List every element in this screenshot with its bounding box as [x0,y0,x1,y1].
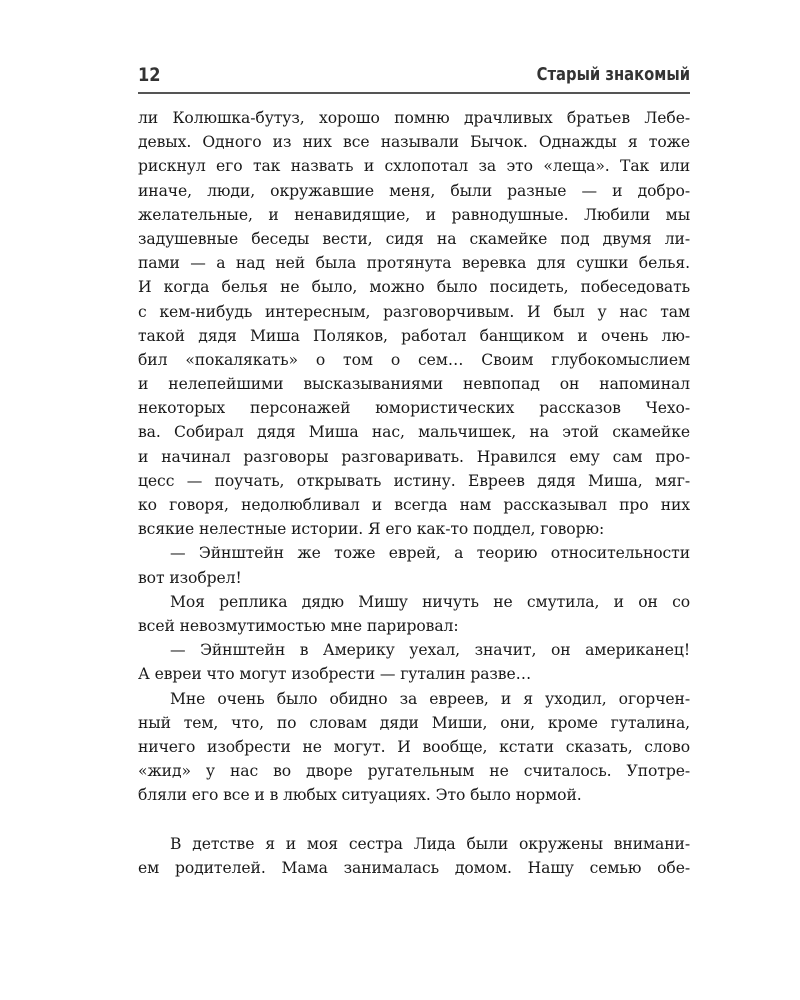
text-line: «жид» у нас во дворе ругательным не считалось. Употре- [138,762,690,781]
text-line: девых. Одного из них все называли Бычок. Однажды я тоже [138,133,690,152]
text-line: пами — а над ней была протянута веревка для сушки белья. [138,254,690,273]
text-line: ничего изобрести не могут. И вообще, кстати сказать, слово [138,737,690,756]
page-header [138,60,690,90]
text-line: ный тем, что, по словам дяди Миши, они, кроме гуталина, [138,713,690,732]
header-rule [138,92,690,94]
text-line: с кем-нибудь интересным, разговорчивым. И был у нас там [138,302,690,321]
text-line: и начинал разговоры разговаривать. Нравился ему сам про- [138,447,690,466]
text-line: иначе, люди, окружавшие меня, были разные — и добро- [138,181,690,200]
body-text [138,106,690,880]
text-line: ли Колюшка-бутуз, хорошо помню драчливых братьев Лебе- [138,109,690,127]
text-line: такой дядя Миша Поляков, работал банщиком и очень лю- [138,326,690,345]
text-line: всей невозмутимостью мне парировал: [138,616,459,635]
text-line: А евреи что могут изобрести — гуталин разве… [138,665,532,684]
dialogue-line: — Эйнштейн же тоже еврей, а теорию относительности [170,544,690,563]
text-line: некоторых персонажей юмористических рассказов Чехо- [138,399,690,418]
dialogue-line: — Эйнштейн в Америку уехал, значит, он американец! [170,641,690,660]
text-line: ко говоря, недолюбливал и всегда нам рассказывал про них [138,496,690,514]
text-line: ва. Собирал дядя Миша нас, мальчишек, на этой скамейке [138,423,690,442]
text-line: желательные, и ненавидящие, и равнодушные. Любили мы [138,205,690,224]
text-line: вот изобрел! [138,568,242,587]
text-line: задушевные беседы вести, сидя на скамейке под двумя ли- [138,229,690,248]
text-line: бляли его все и в любых ситуациях. Это было нормой. [138,786,582,805]
text-line: всякие нелестные истории. Я его как-то поддел, говорю: [138,520,605,539]
text-line: И когда белья не было, можно было посидеть, побеседовать [138,278,690,297]
paragraph-start-line: Мне очень было обидно за евреев, и я уходил, огорчен- [170,689,690,708]
section-gap [138,807,690,831]
paragraph-start-line: В детстве я и моя сестра Лида были окружены внимани- [170,834,690,853]
text-line: ем родителей. Мама занималась домом. Нашу семью обе- [138,858,690,877]
text-line: бил «покалякать» о том о сем… Своим глубокомыслием [138,350,690,369]
text-line: цесс — поучать, открывать истину. Евреев дядя Миша, мяг- [138,471,690,490]
paragraph-start-line: Моя реплика дядю Мишу ничуть не смутила, и он со [170,592,690,611]
text-line: рискнул его так назвать и схлопотал за это «леща». Так или [138,157,690,176]
page-number: 12 [138,64,161,86]
running-title: Старый знакомый [536,64,690,85]
text-line: и нелепейшими высказываниями невпопад он напоминал [138,375,690,394]
